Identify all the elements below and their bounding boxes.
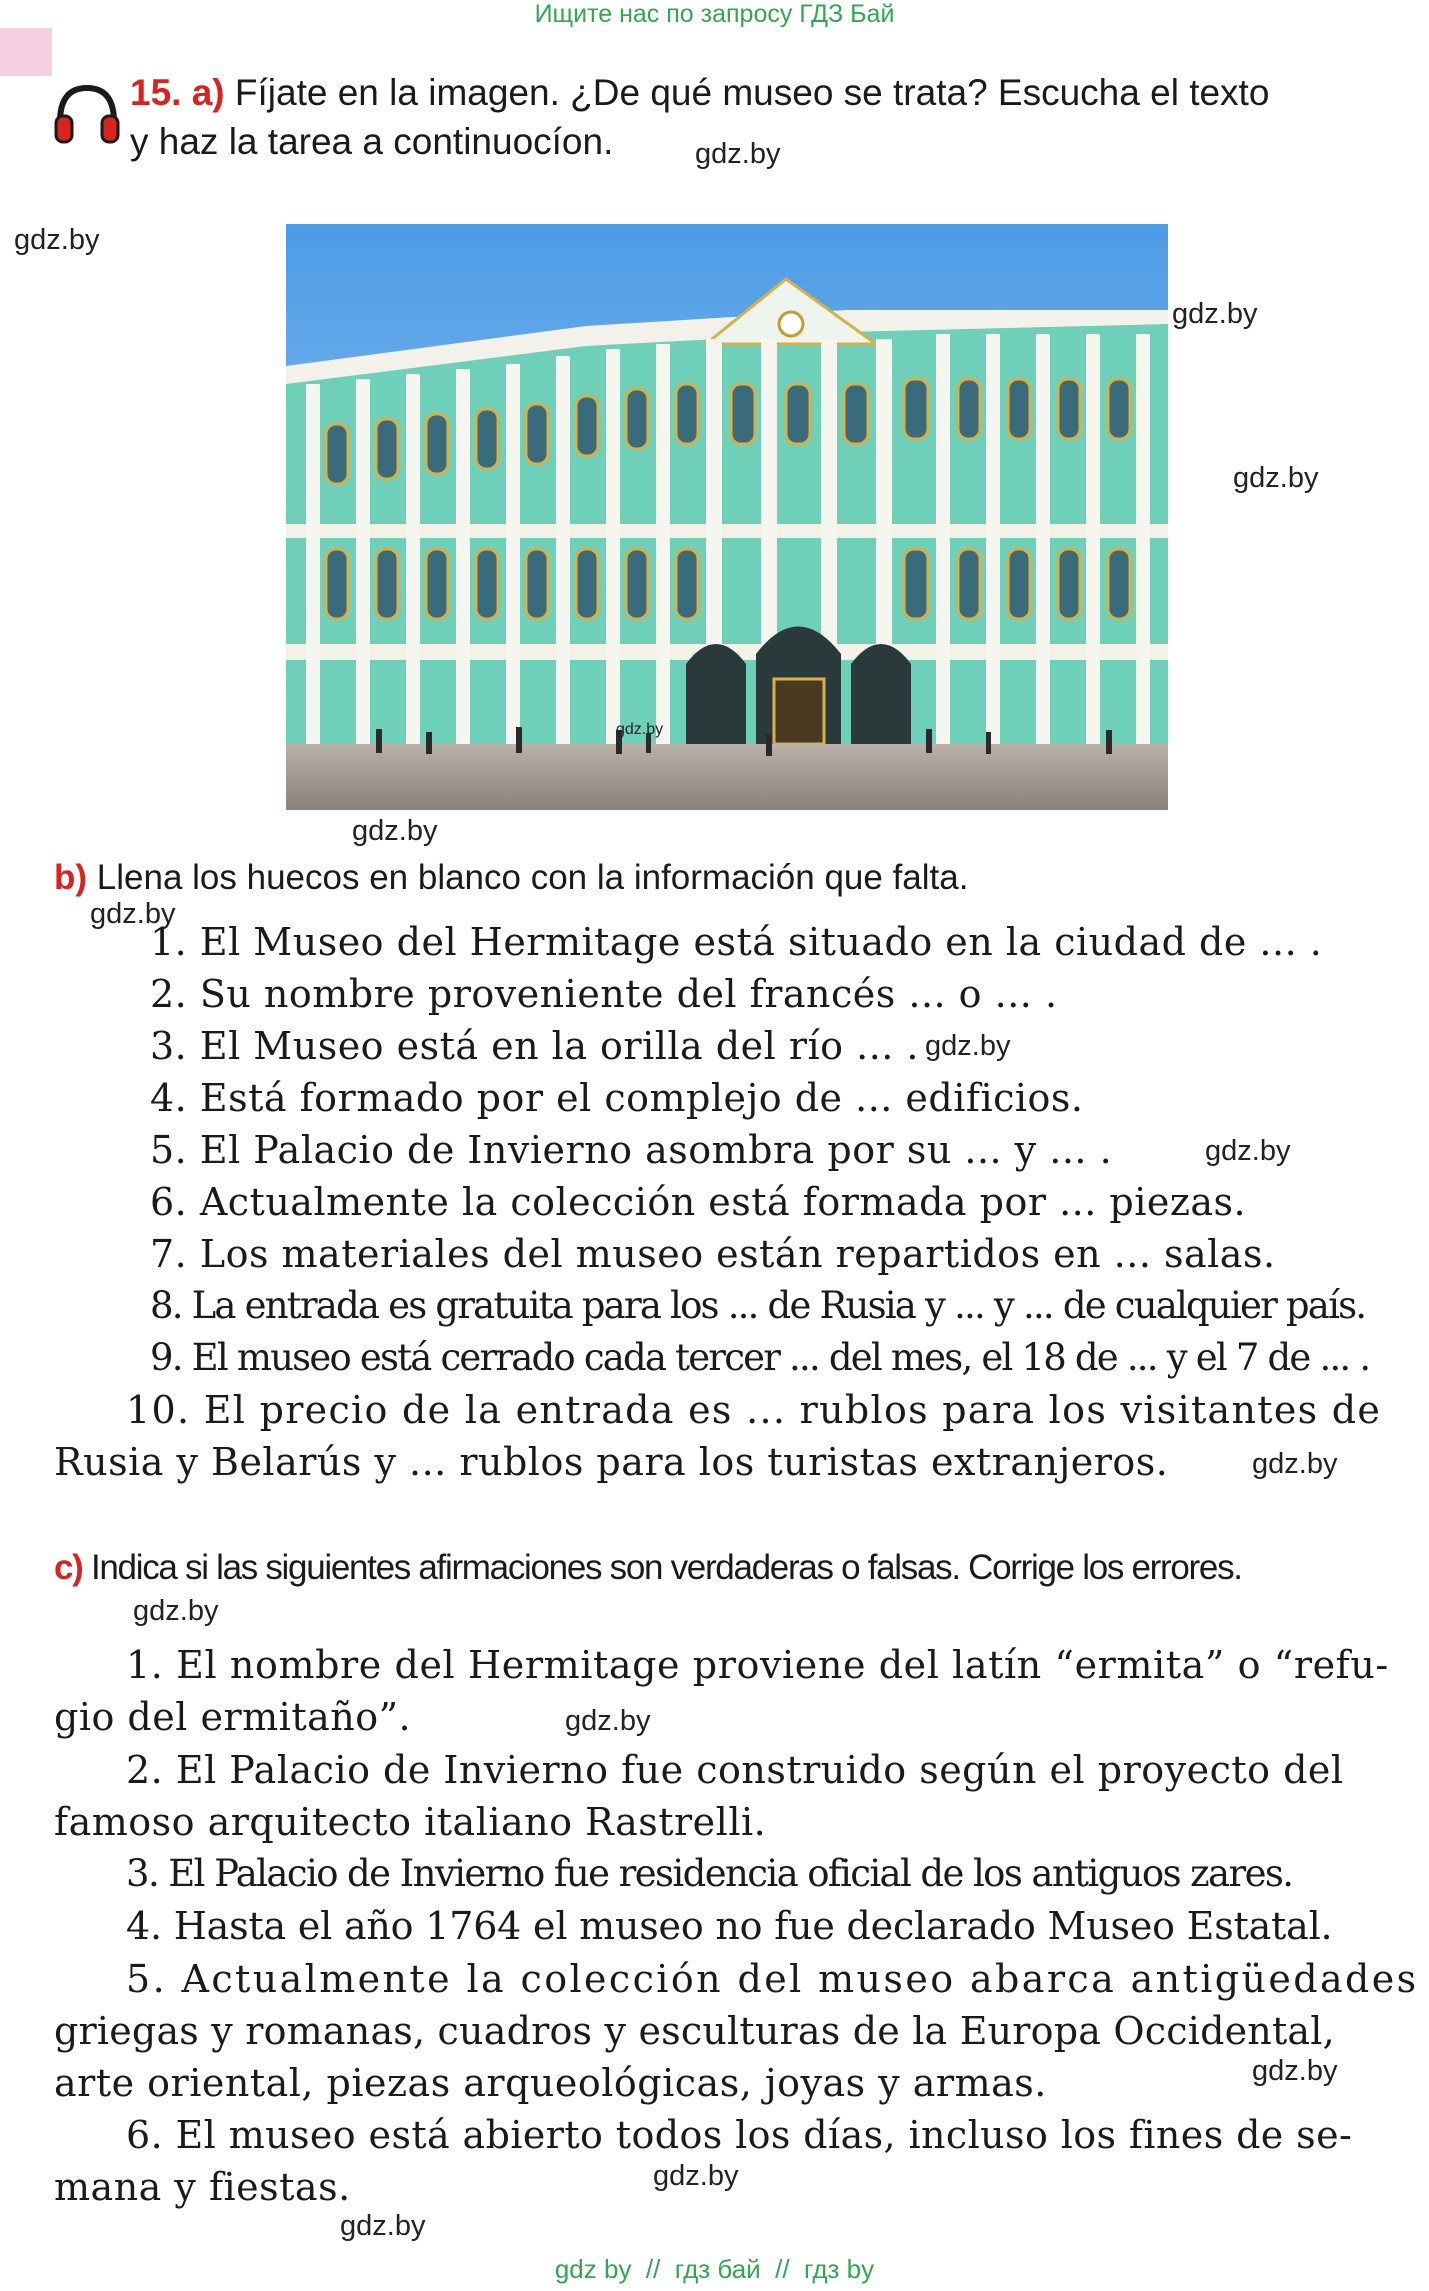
search-banner: Ищите нас по запросу ГДЗ Бай	[534, 0, 895, 28]
part-c-item-1-line1: 1. El nombre del Hermitage proviene del latín “ermita” o “refu-	[126, 1643, 1389, 1687]
watermark: gdz.by	[352, 815, 438, 847]
part-c-item-3: 3. El Palacio de Invierno fue residencia oficial de los antiguos zares.	[126, 1852, 1293, 1895]
part-c-item-1-line2: gio del ermitaño”.	[54, 1695, 412, 1739]
part-b-item-6: 6. Actualmente la colección está formada por ... piezas.	[150, 1180, 1247, 1224]
watermark: gdz.by	[340, 2210, 426, 2242]
part-c-item-5-line2: griegas y romanas, cuadros y esculturas de la Europa Occidental,	[54, 2009, 1335, 2053]
part-c-item-5-line3: arte oriental, piezas arqueológicas, joyas y armas.	[54, 2061, 1047, 2105]
part-c-label: c)	[54, 1548, 83, 1587]
part-c-instruction: Indica si las siguientes afirmaciones son verdaderas o falsas. Corrige los errores.	[90, 1548, 1242, 1587]
part-b-item-10-line2: Rusia y Belarús y ... rublos para los turistas extranjeros.	[54, 1440, 1169, 1484]
exercise-number: 15.	[130, 72, 182, 113]
part-c-item-2-line1: 2. El Palacio de Invierno fue construido según el proyecto del	[126, 1748, 1344, 1792]
part-b-label: b)	[54, 858, 88, 897]
watermark: gdz.by	[1205, 1135, 1291, 1167]
watermark: gdz.by	[1252, 1448, 1338, 1480]
part-b-item-3: 3. El Museo está en la orilla del río ... .	[150, 1024, 920, 1068]
part-b-item-10-line1: 10. El precio de la entrada es ... rublos para los visitantes de	[126, 1388, 1382, 1432]
part-c-item-6-line2: mana y fiestas.	[54, 2165, 351, 2209]
part-b-item-9: 9. El museo está cerrado cada tercer ... del mes, el 18 de ... y el 7 de ... .	[150, 1336, 1370, 1379]
part-b-heading	[54, 858, 968, 898]
watermark: gdz.by	[695, 138, 781, 170]
part-b-item-7: 7. Los materiales del museo están repartidos en ... salas.	[150, 1232, 1276, 1276]
watermark: gdz.by	[653, 2160, 739, 2192]
part-a-instruction-line1: Fíjate en la imagen. ¿De qué museo se trata? Escucha el texto	[234, 72, 1270, 113]
watermark: gdz.by	[14, 224, 100, 256]
watermark: gdz.by	[616, 721, 664, 738]
part-b-instruction: Llena los huecos en blanco con la información que falta.	[96, 858, 969, 897]
part-c-item-2-line2: famoso arquitecto italiano Rastrelli.	[54, 1800, 767, 1844]
watermark: gdz.by	[925, 1030, 1011, 1062]
part-b-item-1: 1. El Museo del Hermitage está situado en la ciudad de ... .	[150, 920, 1323, 964]
part-a-label: a)	[191, 72, 225, 113]
part-c-item-5-line1: 5. Actualmente la colección del museo abarca antigüedades	[126, 1957, 1419, 2001]
part-c-heading	[54, 1548, 1242, 1588]
footer-links: gdz by // гдз бай // гдз by	[554, 2254, 875, 2284]
part-c-item-6-line1: 6. El museo está abierto todos los días, incluso los fines de se-	[126, 2113, 1353, 2157]
part-b-item-4: 4. Está formado por el complejo de ... edificios.	[150, 1076, 1084, 1120]
part-b-item-8: 8. La entrada es gratuita para los ... de Rusia y ... y ... de cualquier país.	[150, 1284, 1366, 1327]
watermark: gdz.by	[133, 1595, 219, 1627]
part-a-instruction-line2: y haz la tarea a continuocíon.	[130, 121, 614, 162]
headphones-icon	[52, 82, 122, 146]
part-c-item-4: 4. Hasta el año 1764 el museo no fue declarado Museo Estatal.	[126, 1904, 1333, 1948]
watermark: gdz.by	[1252, 2055, 1338, 2087]
watermark: gdz.by	[90, 898, 176, 930]
watermark: gdz.by	[1172, 298, 1258, 330]
part-b-item-5: 5. El Palacio de Invierno asombra por su ... y ... .	[150, 1128, 1113, 1172]
page-edge-tab	[0, 28, 52, 76]
hermitage-photo	[286, 224, 1168, 810]
watermark: gdz.by	[565, 1705, 651, 1737]
watermark: gdz.by	[1233, 462, 1319, 494]
part-b-item-2: 2. Su nombre proveniente del francés ... o ... .	[150, 972, 1058, 1016]
